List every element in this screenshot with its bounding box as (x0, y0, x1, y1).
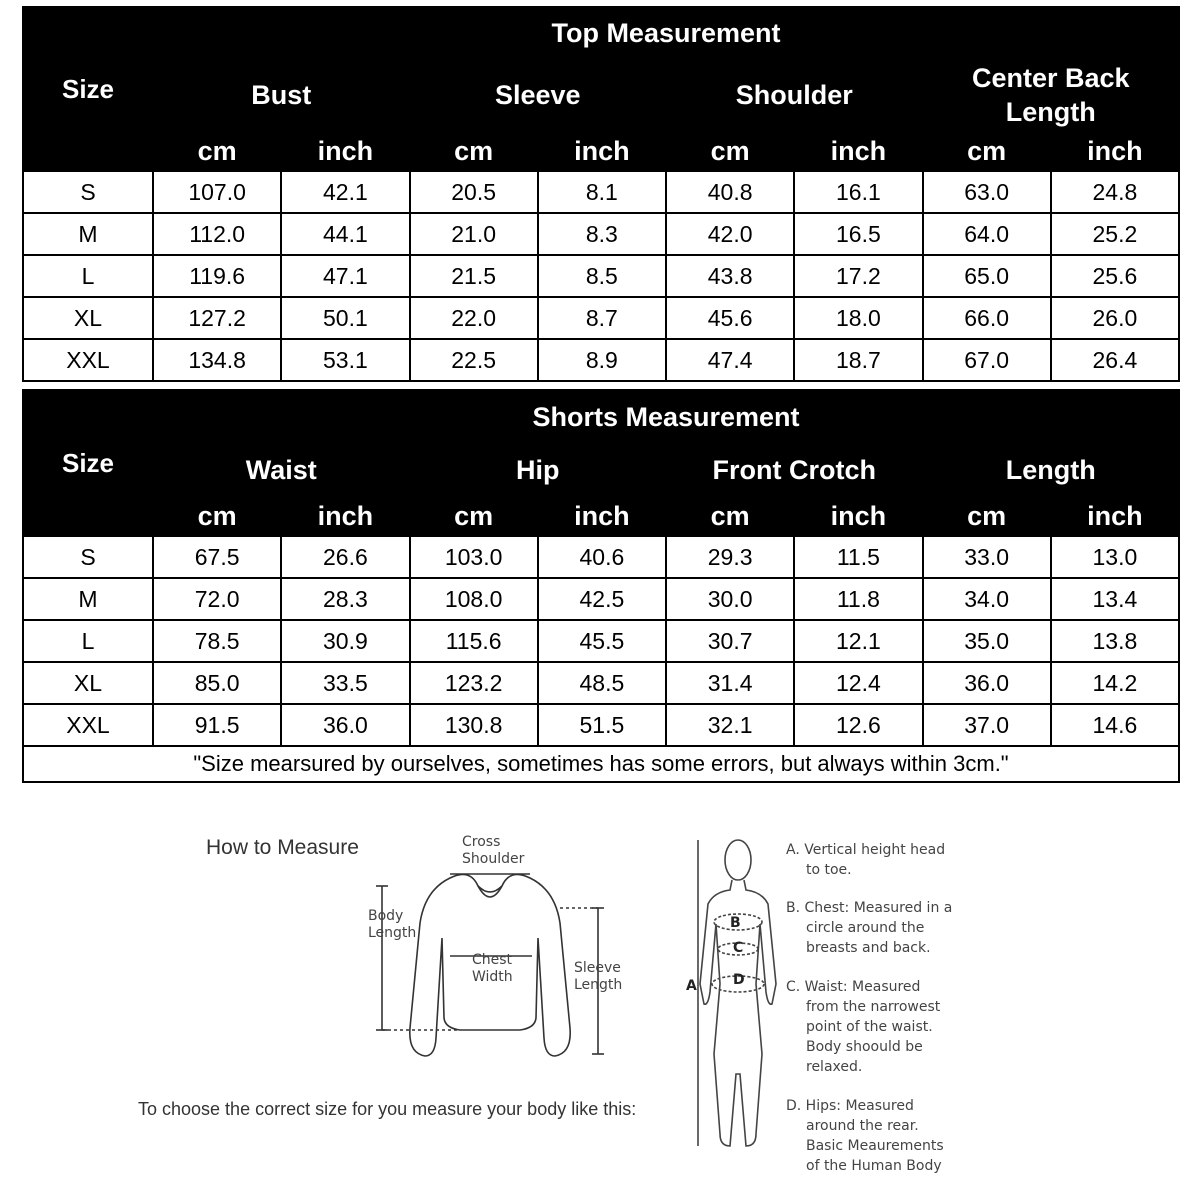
measurement-cell: 108.0 (410, 578, 538, 620)
size-cell: XXL (23, 704, 153, 746)
unit-header: cm (153, 131, 281, 171)
measurement-cell: 40.6 (538, 536, 666, 578)
measurement-cell: 25.6 (1051, 255, 1179, 297)
measurement-cell: 67.5 (153, 536, 281, 578)
size-header: Size (23, 390, 153, 536)
measurement-cell: 28.3 (281, 578, 409, 620)
measurement-cell: 63.0 (923, 171, 1051, 213)
chest-width-label: Chest Width (472, 952, 513, 985)
size-header: Size (23, 7, 153, 171)
measurement-cell: 37.0 (923, 704, 1051, 746)
unit-header: inch (1051, 496, 1179, 536)
measurement-cell: 107.0 (153, 171, 281, 213)
measurement-cell: 20.5 (410, 171, 538, 213)
measurement-cell: 64.0 (923, 213, 1051, 255)
measurement-cell: 24.8 (1051, 171, 1179, 213)
measurement-cell: 130.8 (410, 704, 538, 746)
unit-header: inch (538, 496, 666, 536)
legend-d: D. Hips: Measured around the rear. Basic Meaurements of the Human Body (786, 1098, 944, 1174)
measurement-cell: 33.0 (923, 536, 1051, 578)
measurement-cell: 42.0 (666, 213, 794, 255)
group-header-front-crotch: Front Crotch (666, 444, 923, 496)
unit-header: inch (794, 131, 922, 171)
measurement-cell: 12.6 (794, 704, 922, 746)
measurement-cell: 119.6 (153, 255, 281, 297)
size-cell: M (23, 578, 153, 620)
measurement-cell: 134.8 (153, 339, 281, 381)
measurement-cell: 22.0 (410, 297, 538, 339)
measurement-cell: 43.8 (666, 255, 794, 297)
measurement-cell: 14.2 (1051, 662, 1179, 704)
unit-header: cm (666, 496, 794, 536)
measurement-cell: 25.2 (1051, 213, 1179, 255)
measurement-cell: 66.0 (923, 297, 1051, 339)
measurement-cell: 29.3 (666, 536, 794, 578)
size-cell: XL (23, 297, 153, 339)
unit-header: cm (410, 131, 538, 171)
legend-a: A. Vertical height head to toe. (786, 842, 946, 878)
measurement-cell: 8.5 (538, 255, 666, 297)
measurement-cell: 14.6 (1051, 704, 1179, 746)
measurement-cell: 78.5 (153, 620, 281, 662)
measurement-cell: 45.6 (666, 297, 794, 339)
measurement-cell: 8.3 (538, 213, 666, 255)
group-header-shoulder: Shoulder (666, 59, 923, 131)
measurement-cell: 115.6 (410, 620, 538, 662)
measurement-cell: 30.7 (666, 620, 794, 662)
marker-c: C (733, 940, 744, 956)
measurement-cell: 50.1 (281, 297, 409, 339)
size-cell: L (23, 620, 153, 662)
measurement-cell: 123.2 (410, 662, 538, 704)
measurement-cell: 72.0 (153, 578, 281, 620)
table-row (23, 255, 1179, 297)
measurement-cell: 85.0 (153, 662, 281, 704)
marker-b: B (730, 915, 741, 931)
how-to-measure-section (0, 800, 1200, 1200)
cross-shoulder-label: Cross Shoulder (462, 834, 525, 867)
measurement-cell: 11.5 (794, 536, 922, 578)
measurement-cell: 127.2 (153, 297, 281, 339)
measurement-cell: 32.1 (666, 704, 794, 746)
measurement-cell: 47.1 (281, 255, 409, 297)
measurement-cell: 16.5 (794, 213, 922, 255)
size-cell: XXL (23, 339, 153, 381)
measurement-cell: 34.0 (923, 578, 1051, 620)
group-header-length: Length (923, 444, 1180, 496)
measurement-cell: 21.0 (410, 213, 538, 255)
measurement-cell: 26.4 (1051, 339, 1179, 381)
measurement-cell: 11.8 (794, 578, 922, 620)
how-to-measure-title: How to Measure (206, 836, 359, 859)
measurement-cell: 13.8 (1051, 620, 1179, 662)
measurement-cell: 42.1 (281, 171, 409, 213)
measurement-cell: 31.4 (666, 662, 794, 704)
legend-b: B. Chest: Measured in a circle around the breasts and back. (786, 900, 953, 956)
measurement-cell: 67.0 (923, 339, 1051, 381)
measurement-cell: 12.1 (794, 620, 922, 662)
measurement-cell: 16.1 (794, 171, 922, 213)
measurement-cell: 26.0 (1051, 297, 1179, 339)
measurement-cell: 13.0 (1051, 536, 1179, 578)
table-row (23, 704, 1179, 746)
measurement-cell: 44.1 (281, 213, 409, 255)
unit-header: inch (1051, 131, 1179, 171)
group-header-waist: Waist (153, 444, 410, 496)
size-cell: L (23, 255, 153, 297)
measurement-cell: 53.1 (281, 339, 409, 381)
human-figure-sketch (686, 834, 796, 1164)
shorts-measurement-table (22, 389, 1180, 783)
size-cell: S (23, 536, 153, 578)
measurement-cell: 47.4 (666, 339, 794, 381)
table-title: Top Measurement (153, 7, 1179, 59)
measurement-cell: 8.7 (538, 297, 666, 339)
table-row (23, 620, 1179, 662)
measurement-cell: 112.0 (153, 213, 281, 255)
measurement-cell: 36.0 (281, 704, 409, 746)
unit-header: cm (923, 131, 1051, 171)
size-cell: M (23, 213, 153, 255)
group-header-sleeve: Sleeve (410, 59, 667, 131)
measurement-cell: 30.0 (666, 578, 794, 620)
marker-a: A (686, 978, 697, 994)
table-title: Shorts Measurement (153, 390, 1179, 444)
measurement-cell: 26.6 (281, 536, 409, 578)
measurement-cell: 103.0 (410, 536, 538, 578)
measurement-cell: 18.0 (794, 297, 922, 339)
group-header-center-back-length: Center Back Length (923, 59, 1180, 131)
marker-d: D (733, 972, 745, 988)
measurement-cell: 12.4 (794, 662, 922, 704)
size-cell: XL (23, 662, 153, 704)
measurement-note: "Size mearsured by ourselves, sometimes has some errors, but always within 3cm." (23, 746, 1179, 782)
measurement-cell: 8.9 (538, 339, 666, 381)
table-row (23, 662, 1179, 704)
measurement-cell: 30.9 (281, 620, 409, 662)
unit-header: inch (281, 496, 409, 536)
instruction-text: To choose the correct size for you measure your body like this: (138, 1099, 637, 1119)
group-header-bust: Bust (153, 59, 410, 131)
table-row (23, 297, 1179, 339)
measurement-cell: 40.8 (666, 171, 794, 213)
measurement-cell: 42.5 (538, 578, 666, 620)
legend-c: C. Waist: Measured from the narrowest point of the waist. Body shoould be relaxed. (786, 979, 941, 1075)
unit-row (23, 496, 1179, 536)
unit-header: cm (666, 131, 794, 171)
measurement-cell: 22.5 (410, 339, 538, 381)
measurement-cell: 21.5 (410, 255, 538, 297)
measurement-cell: 33.5 (281, 662, 409, 704)
measurement-cell: 45.5 (538, 620, 666, 662)
unit-header: inch (281, 131, 409, 171)
measurement-cell: 48.5 (538, 662, 666, 704)
group-header-hip: Hip (410, 444, 667, 496)
unit-header: cm (410, 496, 538, 536)
measurement-cell: 36.0 (923, 662, 1051, 704)
unit-row (23, 131, 1179, 171)
unit-header: cm (923, 496, 1051, 536)
table-row (23, 536, 1179, 578)
sleeve-length-label: Sleeve Length (574, 960, 623, 993)
measurement-cell: 51.5 (538, 704, 666, 746)
table-row (23, 213, 1179, 255)
measurement-cell: 35.0 (923, 620, 1051, 662)
measurement-cell: 8.1 (538, 171, 666, 213)
size-cell: S (23, 171, 153, 213)
top-measurement-table (22, 6, 1180, 382)
unit-header: inch (794, 496, 922, 536)
measurement-cell: 91.5 (153, 704, 281, 746)
body-length-label: Body Length (368, 908, 417, 941)
unit-header: cm (153, 496, 281, 536)
table-row (23, 339, 1179, 381)
measurement-cell: 13.4 (1051, 578, 1179, 620)
unit-header: inch (538, 131, 666, 171)
table-row (23, 171, 1179, 213)
table-row (23, 578, 1179, 620)
measurement-cell: 18.7 (794, 339, 922, 381)
measurement-cell: 17.2 (794, 255, 922, 297)
measurement-cell: 65.0 (923, 255, 1051, 297)
